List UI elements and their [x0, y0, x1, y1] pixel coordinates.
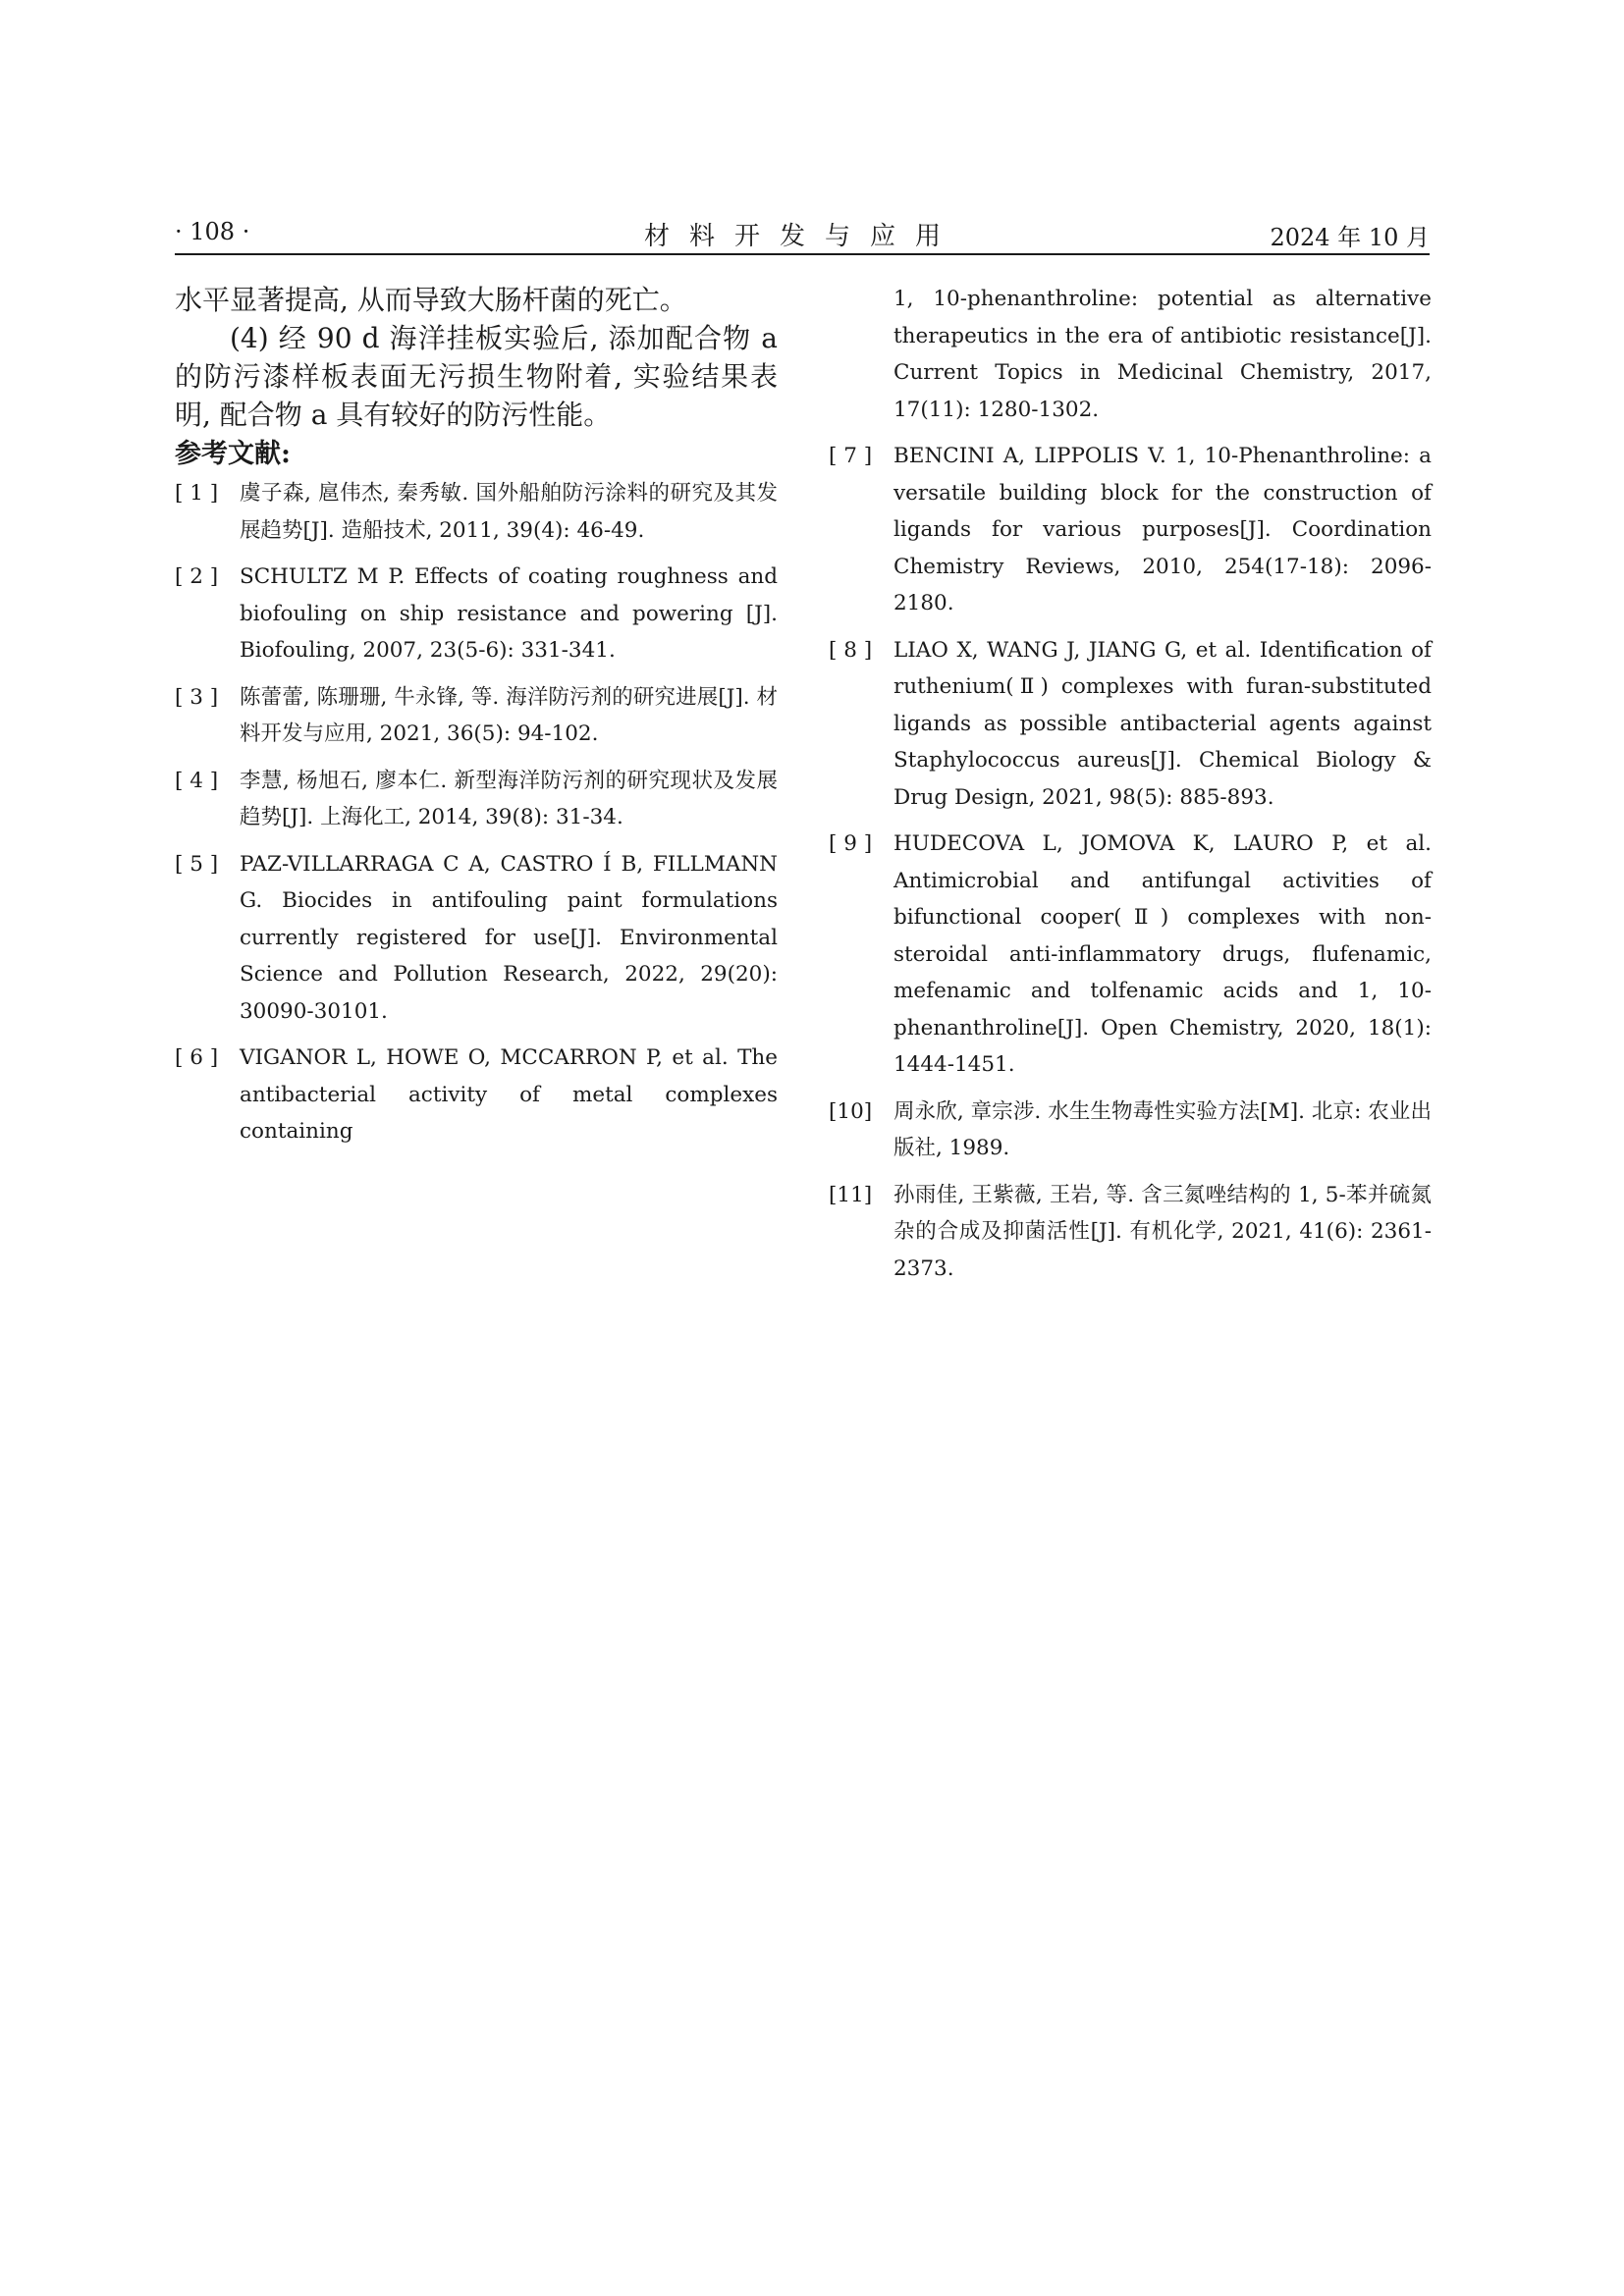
reference-item	[175, 559, 778, 669]
reference-text: 李慧, 杨旭石, 廖本仁. 新型海洋防污剂的研究现状及发展趋势[J]. 上海化工, 2014, 39(8): 31-34.	[240, 768, 778, 829]
reference-number: [ 9 ]	[829, 831, 873, 856]
reference-item	[175, 763, 778, 836]
reference-text: 1, 10-phenanthroline: potential as alternative therapeutics in the era of antibiotic resistance[J]. Current Topics in Medicinal Chemistry, 2017, 17(11): 1280-1302.	[893, 287, 1432, 422]
reference-item	[175, 1040, 778, 1150]
references-heading: 参考文献:	[175, 439, 291, 469]
reference-text: VIGANOR L, HOWE O, MCCARRON P, et al. The antibacterial activity of metal complexes containing	[240, 1045, 778, 1144]
reference-item	[175, 846, 778, 1031]
reference-item	[175, 475, 778, 549]
reference-text: HUDECOVA L, JOMOVA K, LAURO P, et al. Antimicrobial and antifungal activities of bifunctional cooper(Ⅱ) complexes with non-steroidal anti-inflammatory drugs, flufenamic, mefenamic and tolfenamic acids and 1, 10-phenanthroline[J]. Open Chemistry, 2020, 18(1): 1444-1451.	[893, 831, 1432, 1077]
reference-number: [11]	[829, 1182, 873, 1207]
reference-number: [ 2 ]	[175, 564, 219, 589]
reference-text: LIAO X, WANG J, JIANG G, et al. Identification of ruthenium(Ⅱ) complexes with furan-substituted ligands as possible antibacterial agents against Staphylococcus aureus[J]. Chemical Biology & Drug Design, 2021, 98(5): 885-893.	[893, 637, 1432, 810]
reference-text: PAZ-VILLARRAGA C A, CASTRO Í B, FILLMANN G. Biocides in antifouling paint formulations currently registered for use[J]. Environmental Science and Pollution Research, 2022, 29(20): 30090-30101.	[240, 851, 778, 1024]
right-column	[829, 281, 1432, 1297]
reference-text: 孙雨佳, 王紫薇, 王岩, 等. 含三氮唑结构的 1, 5-苯并硫氮杂的合成及抑菌活性[J]. 有机化学, 2021, 41(6): 2361-2373.	[893, 1182, 1432, 1281]
reference-text: 周永欣, 章宗涉. 水生生物毒性实验方法[M]. 北京: 农业出版社, 1989.	[893, 1098, 1432, 1160]
page-number: · 108 ·	[175, 218, 250, 245]
reference-item	[175, 679, 778, 753]
left-column	[175, 281, 778, 1160]
reference-item	[829, 438, 1432, 622]
reference-text: 虞子森, 扈伟杰, 秦秀敏. 国外船舶防污涂料的研究及其发展趋势[J]. 造船技术, 2011, 39(4): 46-49.	[240, 481, 778, 543]
reference-text: 陈蕾蕾, 陈珊珊, 牛永锋, 等. 海洋防污剂的研究进展[J]. 材料开发与应用, 2021, 36(5): 94-102.	[240, 684, 778, 746]
reference-item	[829, 632, 1432, 817]
running-header	[175, 214, 1430, 255]
reference-number: [ 4 ]	[175, 768, 219, 793]
reference-continuation	[829, 281, 1432, 428]
reference-item	[829, 826, 1432, 1084]
reference-number: [ 1 ]	[175, 481, 219, 506]
reference-number: [ 8 ]	[829, 637, 873, 663]
reference-number: [ 6 ]	[175, 1045, 219, 1070]
journal-title: 材料开发与应用	[643, 222, 960, 251]
reference-text: SCHULTZ M P. Effects of coating roughness and biofouling on ship resistance and powering [J]. Biofouling, 2007, 23(5-6): 331-341.	[240, 564, 778, 663]
body-paragraph: 水平显著提高, 从而导致大肠杆菌的死亡。	[175, 284, 687, 316]
reference-text: BENCINI A, LIPPOLIS V. 1, 10-Phenanthroline: a versatile building block for the construction of ligands for various purposes[J]. Coordination Chemistry Reviews, 2010, 254(17-18): 2096-2180.	[893, 444, 1432, 615]
reference-item	[829, 1094, 1432, 1167]
reference-item	[829, 1177, 1432, 1288]
reference-number: [ 7 ]	[829, 444, 873, 468]
body-paragraph: (4) 经 90 d 海洋挂板实验后, 添加配合物 a 的防污漆样板表面无污损生物附着, 实验结果表明, 配合物 a 具有较好的防污性能。	[175, 322, 778, 431]
reference-number: [10]	[829, 1098, 873, 1124]
reference-number: [ 3 ]	[175, 684, 219, 710]
issue-date: 2024 年 10 月	[1270, 224, 1430, 251]
reference-number: [ 5 ]	[175, 851, 219, 877]
